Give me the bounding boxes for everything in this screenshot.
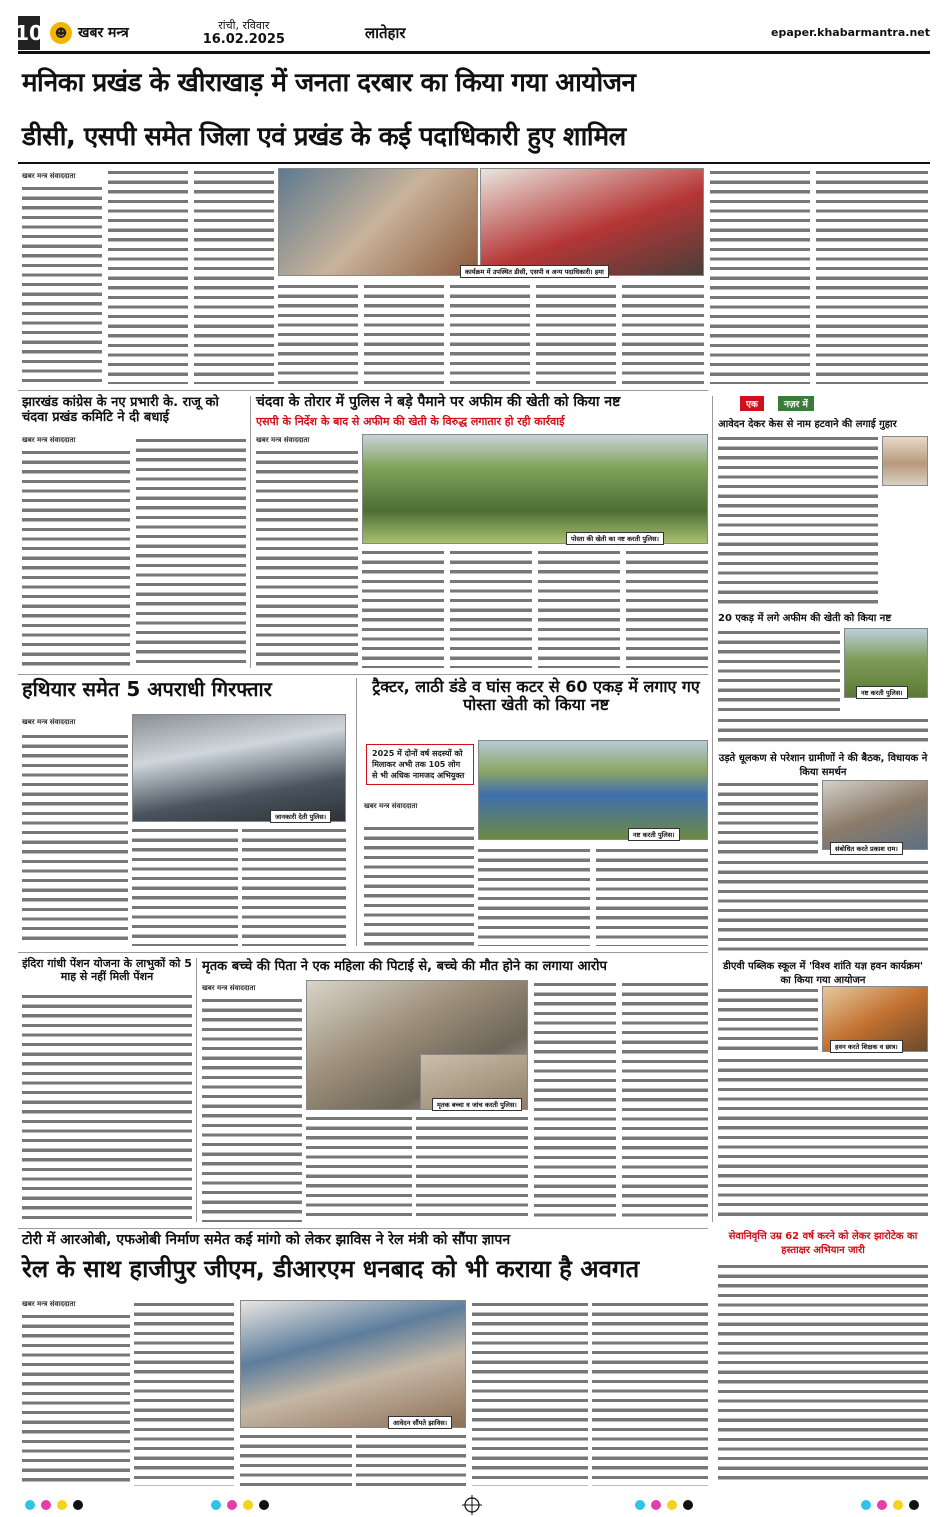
- rail-column-6: [592, 1300, 708, 1486]
- sidebar-item2-body-cont: [718, 716, 928, 746]
- page-number: 10: [18, 16, 40, 50]
- masthead: [15, 14, 930, 54]
- divider: [712, 396, 713, 1222]
- sidebar-tag-2: नज़र में: [778, 396, 814, 411]
- lead-column-3: [194, 168, 274, 384]
- sidebar-item2-title: 20 एकड़ में लगे अफीम की खेती को किया नष्ट: [718, 613, 892, 624]
- death-column-3: [416, 1114, 528, 1222]
- brand-logo-icon: ☻: [50, 22, 72, 44]
- opium-photo: [362, 434, 708, 544]
- congress-column-1: [22, 448, 130, 668]
- divider: [356, 678, 357, 946]
- lead-column-2: [108, 168, 188, 384]
- pension-column: [22, 992, 192, 1222]
- tractor-byline: खबर मन्त्र संवाददाता: [364, 802, 418, 810]
- pension-headline: इंदिरा गांधी पेंशन योजना के लाभुकों को 5 माह से नहीं मिली पेंशन: [22, 957, 192, 983]
- sidebar-item3-caption: संबोधित करते प्रकाश राम।: [830, 842, 903, 855]
- divider: [18, 1228, 708, 1229]
- sidebar-item4-body-cont: [718, 1056, 928, 1222]
- divider: [18, 674, 708, 675]
- city-day: रांची, रविवार: [218, 18, 270, 32]
- tractor-column-2: [478, 846, 590, 946]
- divider: [18, 952, 708, 953]
- lead-byline: खबर मन्त्र संवाददाता: [22, 172, 76, 180]
- sidebar-item5-body: [718, 1262, 928, 1486]
- death-column-5: [622, 980, 708, 1222]
- rail-column-4: [356, 1432, 466, 1486]
- section-name: लातेहार: [364, 23, 406, 42]
- divider: [196, 958, 197, 1222]
- lead-column-7: [536, 282, 616, 384]
- congress-column-2: [136, 436, 246, 668]
- opium-byline: खबर मन्त्र संवाददाता: [256, 436, 310, 444]
- arrest-headline: हथियार समेत 5 अपराधी गिरफ्तार: [22, 677, 272, 701]
- arrest-column-2: [132, 826, 238, 946]
- sidebar-item3-body: [718, 780, 818, 856]
- tractor-headline: ट्रैक्टर, लाठी डंडे व घांस कटर से 60 एकड़ में लगाए गए पोस्ता खेती को किया नष्ट: [372, 677, 700, 715]
- rail-column-2: [134, 1300, 234, 1486]
- opium-column-5: [626, 548, 708, 668]
- opium-headline: चंदवा के तोरार में पुलिस ने बड़े पैमाने पर अफीम की खेती को किया नष्ट: [256, 394, 621, 410]
- divider: [18, 390, 708, 391]
- rail-photo-caption: आवेदन सौंपते झाविस।: [388, 1416, 452, 1429]
- brand-name: खबर मन्त्र: [78, 25, 129, 41]
- brand-logo: [50, 22, 129, 44]
- lead-column-1: [22, 184, 102, 384]
- sidebar-item1-title: आवेदन देकर केस से नाम हटवाने की लगाई गुहार: [718, 419, 897, 430]
- arrest-photo: [132, 714, 346, 822]
- opium-subhead: एसपी के निर्देश के बाद से अफीम की खेती के विरुद्ध लगातार हो रही कार्रवाई: [256, 415, 565, 428]
- sidebar-item4-caption: हवन करते शिक्षक व छात्र।: [830, 1040, 903, 1053]
- issue-date: 16.02.2025: [202, 31, 285, 47]
- lead-headline-2: डीसी, एसपी समेत जिला एवं प्रखंड के कई पदाधिकारी हुए शामिल: [22, 122, 626, 152]
- congress-byline: खबर मन्त्र संवाददाता: [22, 436, 76, 444]
- masthead-date: [203, 19, 285, 47]
- arrest-byline: खबर मन्त्र संवाददाता: [22, 718, 76, 726]
- opium-column-4: [538, 548, 620, 668]
- divider: [18, 162, 930, 164]
- lead-column-9: [710, 168, 810, 384]
- lead-column-10: [816, 168, 928, 384]
- tractor-photo-caption: नष्ट करती पुलिस।: [628, 828, 680, 841]
- lead-column-4: [278, 282, 358, 384]
- opium-photo-caption: पोस्ता की खेती का नष्ट करती पुलिस।: [566, 532, 664, 545]
- lead-headline-1: मनिका प्रखंड के खीराखाड़ में जनता दरबार का किया गया आयोजन: [22, 68, 636, 98]
- registration-marks: [0, 1495, 945, 1515]
- sidebar-item3-body-cont: [718, 858, 928, 954]
- death-photo-caption: मृतक बच्चा व जांच करती पुलिस।: [432, 1098, 522, 1111]
- death-column-1: [202, 996, 302, 1222]
- sidebar-item5-title: सेवानिवृत्ति उम्र 62 वर्ष करने को लेकर झारोटेक का हस्ताक्षर अभियान जारी: [728, 1231, 918, 1256]
- death-byline: खबर मन्त्र संवाददाता: [202, 984, 256, 992]
- lead-column-5: [364, 282, 444, 384]
- opium-column-3: [450, 548, 532, 668]
- epaper-url[interactable]: epaper.khabarmantra.net: [771, 26, 930, 39]
- opium-column-2: [362, 548, 444, 668]
- lead-column-8: [622, 282, 704, 384]
- rail-column-5: [472, 1300, 588, 1486]
- lead-photo-1: [278, 168, 478, 276]
- rail-column-1: [22, 1312, 130, 1486]
- divider: [250, 396, 251, 668]
- tractor-photo: [478, 740, 708, 840]
- tractor-column-3: [596, 846, 708, 946]
- death-column-4: [534, 980, 616, 1222]
- sidebar-item2-body: [718, 628, 840, 716]
- sidebar-item3-title: उड़ते धूलकण से परेशान ग्रामीणों ने की बैठक, विधायक ने किया समर्थन: [718, 753, 928, 778]
- arrest-column-1: [22, 732, 128, 946]
- tractor-highlight-box: 2025 में दोनों वर्ष सदस्यों को मिलाकर अभी तक 105 लोग से भी अधिक नामजद अभियुक्त: [366, 744, 474, 785]
- tractor-column-1: [364, 824, 474, 946]
- opium-column-1: [256, 448, 358, 668]
- sidebar-tag-1: एक: [740, 396, 764, 411]
- lead-photo-caption: कार्यक्रम में उपस्थित डीसी, एसपी व अन्य पदाधिकारी। हमा: [460, 265, 609, 278]
- rail-headline: रेल के साथ हाजीपुर जीएम, डीआरएम धनबाद को भी कराया है अवगत: [22, 1255, 640, 1283]
- arrest-photo-caption: जानकारी देती पुलिस।: [270, 810, 331, 823]
- sidebar-item1-body: [718, 434, 878, 604]
- rail-kicker: टोरी में आरओबी, एफओबी निर्माण समेत कई मांगो को लेकर झाविस ने रेल मंत्री को सौंपा ज्ञापन: [22, 1232, 511, 1248]
- death-headline: मृतक बच्चे की पिता ने एक महिला की पिटाई से, बच्चे की मौत होने का लगाया आरोप: [202, 959, 607, 974]
- sidebar-item3-photo: [822, 780, 928, 850]
- rail-column-3: [240, 1432, 352, 1486]
- sidebar-item4-body: [718, 986, 818, 1052]
- rail-photo: [240, 1300, 466, 1428]
- lead-column-6: [450, 282, 530, 384]
- congress-headline: झारखंड कांग्रेस के नए प्रभारी के. राजू को चंदवा प्रखंड कमिटि ने दी बधाई: [22, 395, 219, 425]
- sidebar-item4-title: डीएवी पब्लिक स्कूल में 'विश्व शांति यज्ञ हवन कार्यक्रम' का किया गया आयोजन: [722, 961, 924, 986]
- rail-byline: खबर मन्त्र संवाददाता: [22, 1300, 76, 1308]
- death-column-2: [306, 1114, 412, 1222]
- sidebar-item2-caption: नष्ट करती पुलिस।: [856, 686, 908, 699]
- lead-photo-2: [480, 168, 704, 276]
- sidebar-item1-photo: [882, 436, 928, 486]
- arrest-column-3: [242, 826, 346, 946]
